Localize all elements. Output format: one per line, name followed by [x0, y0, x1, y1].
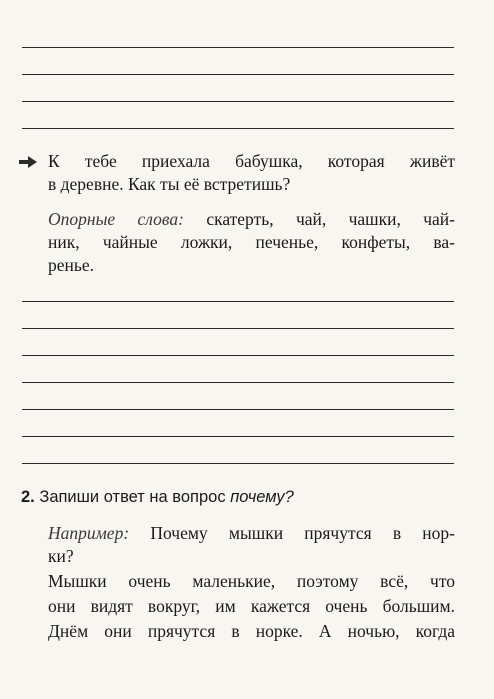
- task2-title-text: Запиши ответ на вопрос: [39, 488, 226, 506]
- writing-line: [22, 47, 454, 48]
- example-label: Например:: [48, 523, 130, 543]
- writing-line: [22, 328, 454, 329]
- example-line-5: Днём они прячутся в норке. А ночью, когда: [48, 621, 455, 641]
- task2-title-keyword: почему?: [230, 488, 294, 506]
- writing-line: [22, 128, 454, 129]
- example-line-4: они видят вокруг, им кажется очень большим.: [48, 596, 455, 616]
- task1-keywords-line-1: [48, 208, 455, 231]
- example-line-2: ки?: [48, 546, 74, 566]
- task1-keywords-line-3: ренье.: [48, 255, 95, 275]
- writing-line: [22, 101, 454, 102]
- example-line-1: [48, 522, 455, 545]
- writing-line: [22, 301, 454, 302]
- writing-line: [22, 355, 454, 356]
- writing-line: [22, 463, 454, 464]
- writing-line: [22, 74, 454, 75]
- writing-line: [22, 436, 454, 437]
- writing-line: [22, 409, 454, 410]
- example-line-3: Мышки очень маленькие, поэтому всё, что: [48, 571, 455, 591]
- arrow-right-icon: [18, 155, 38, 169]
- task1-keywords-line-2: ник, чайные ложки, печенье, конфеты, ва-: [48, 232, 455, 252]
- task1-prompt-line-1: К тебе приехала бабушка, которая живёт: [48, 151, 455, 171]
- task2-title: [21, 486, 294, 508]
- keywords-text: скатерть, чай, чашки, чай-: [206, 209, 456, 229]
- writing-line: [22, 382, 454, 383]
- keywords-label: Опорные слова:: [48, 209, 184, 229]
- task-number: 2.: [21, 488, 35, 506]
- task1-prompt-line-2: в деревне. Как ты её встретишь?: [48, 174, 291, 194]
- example-question: Почему мышки прячутся в нор-: [150, 523, 455, 543]
